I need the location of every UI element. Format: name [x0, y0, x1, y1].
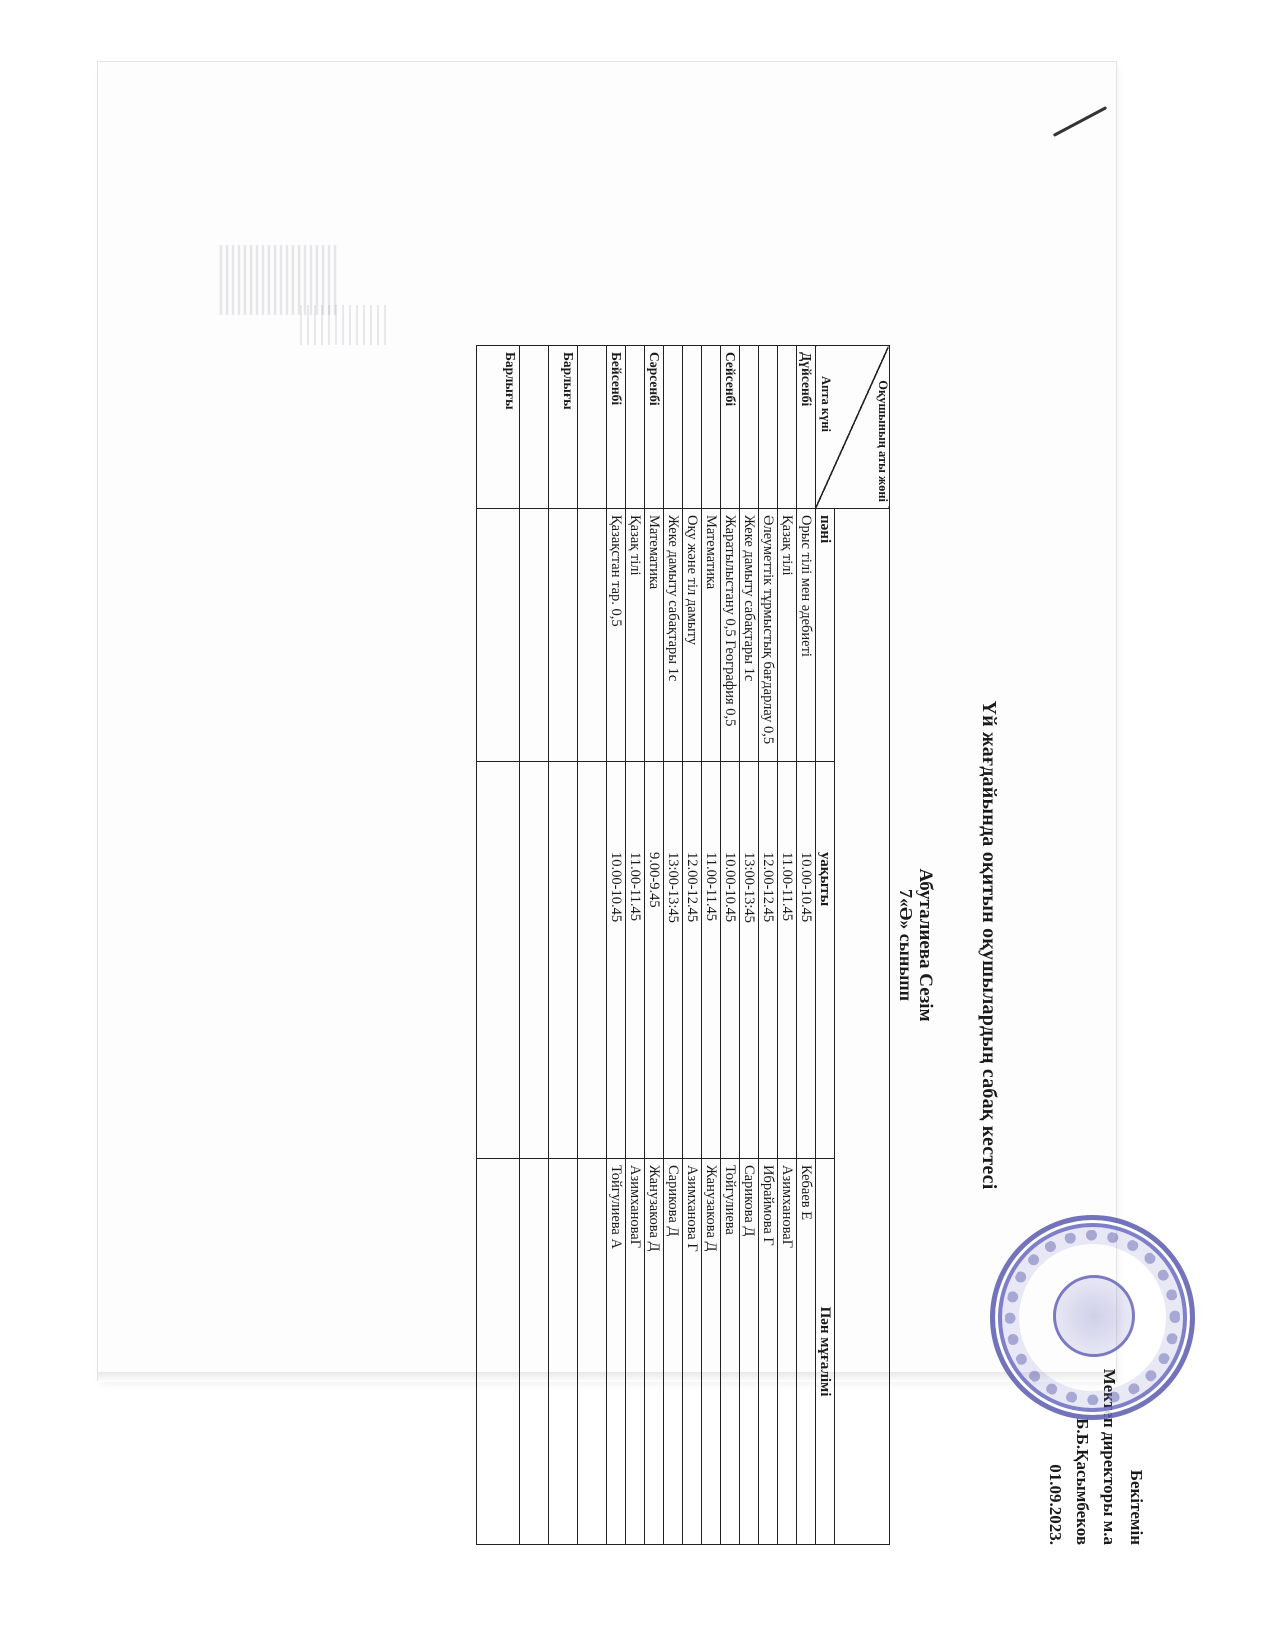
time-cell: 9.00-9.45 — [645, 762, 664, 1159]
teacher-cell: Тойгулиева А — [607, 1159, 626, 1545]
subject-cell: Жаратылыстану 0,5 География 0,5 — [721, 509, 740, 762]
table-row — [797, 346, 816, 1545]
teacher-cell — [520, 1159, 549, 1545]
header-teacher: Пән мұғалімі — [816, 1159, 835, 1545]
approval-line-1: Бекітемін — [1127, 1469, 1146, 1545]
teacher-cell: Кебаев Е — [797, 1159, 816, 1545]
subject-cell: Математика — [702, 509, 721, 762]
day-cell — [683, 346, 702, 509]
header-time: уақыты — [816, 762, 835, 1159]
teacher-cell: Азимханова Г — [683, 1159, 702, 1545]
table-row — [683, 346, 702, 1545]
teacher-cell: Тойгулиева — [721, 1159, 740, 1545]
day-cell: Сейсенбі — [721, 346, 740, 509]
day-cell: Дүйсенбі — [797, 346, 816, 509]
day-cell — [520, 346, 549, 509]
table-row — [721, 346, 740, 1545]
class-name: 7«Ә» сыныпп — [896, 888, 916, 1001]
table-row — [607, 346, 626, 1545]
header-diagonal-cell — [816, 346, 890, 509]
time-cell: 11.00-11.45 — [702, 762, 721, 1159]
rotated-document — [210, 345, 1146, 1545]
day-cell: Бейсенбі — [607, 346, 626, 509]
subject-cell: Қазақстан тар. 0,5 — [607, 509, 626, 762]
table-row — [549, 346, 578, 1545]
subject-cell — [578, 509, 607, 762]
subject-cell — [520, 509, 549, 762]
seal-emblem — [1053, 1275, 1135, 1357]
teacher-cell: Жанузакова Д — [702, 1159, 721, 1545]
subject-cell: Әлеуметтік тұрмыстық бағдарлау 0,5 — [759, 509, 778, 762]
day-cell: Барлығы — [549, 346, 578, 509]
subject-cell: Математика — [645, 509, 664, 762]
day-cell — [778, 346, 797, 509]
subject-cell: Оқу және тіл дамыту — [683, 509, 702, 762]
approval-date: 01.09.2023. — [1046, 1464, 1065, 1545]
table-row — [664, 346, 683, 1545]
day-cell — [702, 346, 721, 509]
approval-line-3: Б.Б.Қасымбеков — [1073, 1418, 1092, 1545]
day-cell: Сәрсенбі — [645, 346, 664, 509]
time-cell: 10.00-10.45 — [797, 762, 816, 1159]
table-row — [759, 346, 778, 1545]
day-cell — [664, 346, 683, 509]
teacher-cell — [477, 1159, 520, 1545]
subject-cell: Орыс тілі мен әдебиеті — [797, 509, 816, 762]
day-cell — [740, 346, 759, 509]
table-row — [778, 346, 797, 1545]
time-cell — [578, 762, 607, 1159]
faint-bleed-through-2 — [300, 305, 390, 345]
day-cell — [578, 346, 607, 509]
time-cell: 10.00-10.45 — [721, 762, 740, 1159]
table-header-row — [835, 346, 890, 1545]
day-cell: Барлығы — [477, 346, 520, 509]
header-student-cell — [835, 509, 890, 1545]
subject-cell: Жеке дамыту сабақтары 1с — [664, 509, 683, 762]
header-subject: пәні — [816, 509, 835, 762]
subject-cell — [477, 509, 520, 762]
teacher-cell — [578, 1159, 607, 1545]
day-cell — [759, 346, 778, 509]
time-cell: 11.00-11.45 — [778, 762, 797, 1159]
time-cell — [520, 762, 549, 1159]
subject-cell — [549, 509, 578, 762]
table-row — [578, 346, 607, 1545]
time-cell: 10.00-10.45 — [607, 762, 626, 1159]
table-row — [740, 346, 759, 1545]
table-row — [626, 346, 645, 1545]
subject-cell: Қазақ тілі — [778, 509, 797, 762]
table-row — [645, 346, 664, 1545]
official-seal — [990, 1215, 1195, 1420]
time-cell: 13:00-13:45 — [740, 762, 759, 1159]
subject-cell: Қазақ тілі — [626, 509, 645, 762]
table-row — [520, 346, 549, 1545]
teacher-cell: АзимхановаГ — [778, 1159, 797, 1545]
teacher-cell: Ибраймова Г — [759, 1159, 778, 1545]
document-title: Үй жағдайында оқитын оқушылардың сабақ кестесі — [978, 700, 1000, 1190]
table-row — [477, 346, 520, 1545]
day-cell — [626, 346, 645, 509]
table-subheader-row — [816, 346, 835, 1545]
time-cell: 12.00-12.45 — [683, 762, 702, 1159]
header-student-label: Оқушының аты жөні — [876, 380, 890, 502]
teacher-cell: Сарикова Д — [664, 1159, 683, 1545]
teacher-cell — [549, 1159, 578, 1545]
table-row — [702, 346, 721, 1545]
time-cell: 13:00-13:45 — [664, 762, 683, 1159]
time-cell — [549, 762, 578, 1159]
time-cell: 11.00-11.45 — [626, 762, 645, 1159]
header-day-label: Апта күні — [819, 376, 833, 433]
schedule-table — [476, 345, 890, 1545]
teacher-cell: Жанузакова Д — [645, 1159, 664, 1545]
teacher-cell: Сарикова Д — [740, 1159, 759, 1545]
time-cell — [477, 762, 520, 1159]
student-name: Абуталиева Сезім — [915, 868, 936, 1022]
teacher-cell: АзимхановаГ — [626, 1159, 645, 1545]
time-cell: 12.00-12.45 — [759, 762, 778, 1159]
subject-cell: Жеке дамыту сабақтары 1с — [740, 509, 759, 762]
approval-line-2: Мектеп директоры м.а — [1100, 1368, 1119, 1545]
